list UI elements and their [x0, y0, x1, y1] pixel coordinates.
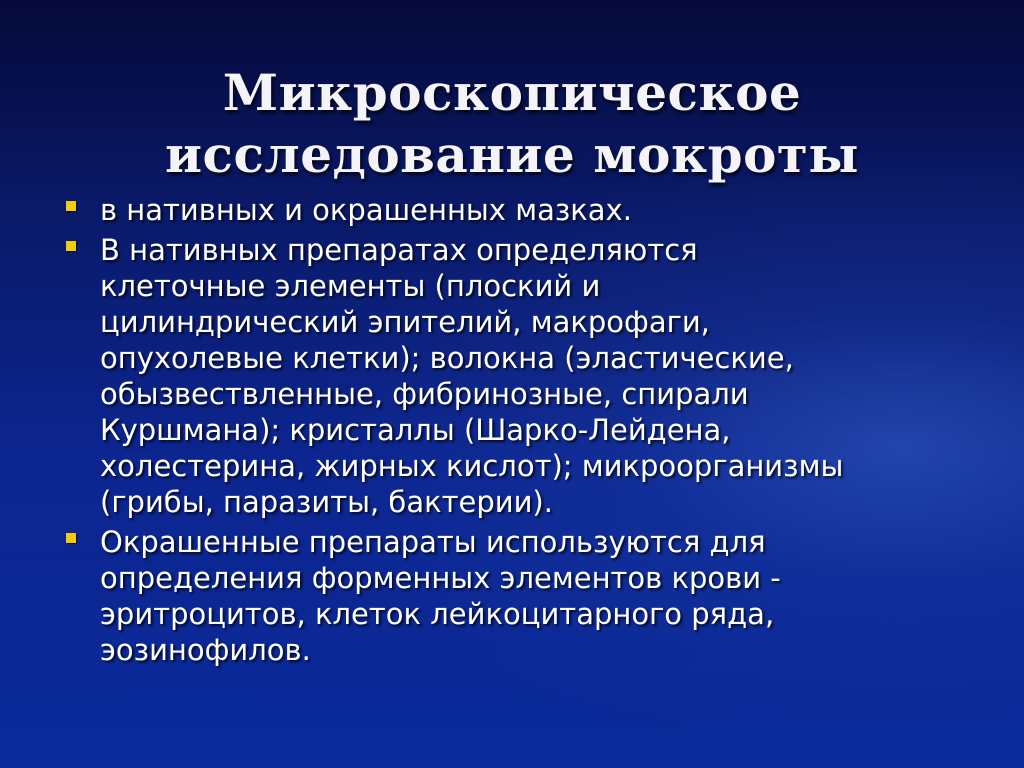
bullet-list	[64, 192, 964, 672]
bullet-text: Окрашенные препараты используются для определения форменных элементов крови - эритроцитов, клеток лейкоцитарного ряда, эозинофилов.	[100, 525, 781, 667]
slide-title-line-2: исследование мокроты	[164, 124, 860, 184]
bullet-item-1	[64, 192, 964, 228]
bullet-item-2	[64, 232, 964, 520]
square-bullet-icon	[66, 533, 76, 543]
bullet-text: В нативных препаратах определяются клеточные элементы (плоский и цилиндрический эпителий, макрофаги, опухолевые клетки); волокна (эластические, обызвествленные, фибринозные, спирали Куршмана); кристаллы (Шарко-Лейдена, холестерина, жирных кислот); микроорганизмы (грибы, паразиты, бактерии).	[100, 233, 844, 519]
square-bullet-icon	[66, 241, 76, 251]
square-bullet-icon	[66, 201, 76, 211]
slide-title	[80, 62, 944, 186]
bullet-text: в нативных и окрашенных мазках.	[100, 193, 632, 227]
bullet-item-3	[64, 524, 964, 668]
slide-title-line-1: Микроскопическое	[222, 62, 802, 122]
